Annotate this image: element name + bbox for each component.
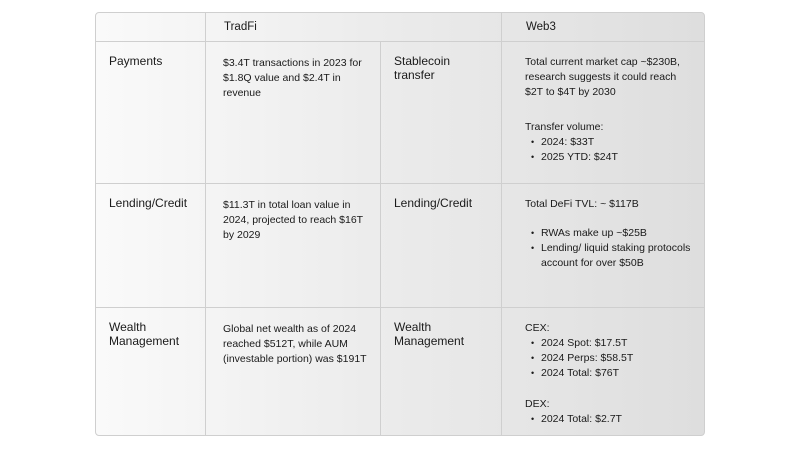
list-item: • RWAs make up ~$25B — [541, 226, 692, 241]
web3-wealth-cell — [502, 308, 704, 436]
web3-cex-heading: CEX: — [525, 322, 550, 334]
list-item: • 2024 Total: $76T — [541, 366, 692, 381]
web3-label-wealth: Wealth Management — [381, 308, 502, 436]
web3-lending-lead: Total DeFi TVL: ~ $117B — [525, 198, 639, 210]
row-label-lending: Lending/Credit — [96, 184, 206, 308]
web3-payments-heading: Transfer volume: — [525, 121, 604, 133]
list-item: • 2024: $33T — [541, 135, 692, 150]
web3-cex-list — [525, 336, 692, 381]
tradfi-lending-desc: $11.3T in total loan value in 2024, projected to reach $16T by 2029 — [206, 184, 381, 308]
list-item: • 2024 Total: $2.7T — [541, 412, 692, 427]
list-item: • Lending/ liquid staking protocols account for over $50B — [541, 241, 692, 271]
web3-payments-lead: Total current market cap ~$230B, research suggests it could reach $2T to $4T by 2030 — [525, 56, 680, 98]
web3-lending-list — [525, 226, 692, 271]
web3-dex-heading: DEX: — [525, 398, 550, 410]
web3-dex-list — [525, 412, 692, 427]
list-item: • 2025 YTD: $24T — [541, 150, 692, 165]
list-item: • 2024 Spot: $17.5T — [541, 336, 692, 351]
comparison-table — [95, 12, 705, 436]
list-item: • 2024 Perps: $58.5T — [541, 351, 692, 366]
header-tradfi: TradFi — [206, 13, 502, 42]
web3-payments-list — [525, 135, 692, 165]
tradfi-wealth-desc: Global net wealth as of 2024 reached $512T, while AUM (investable portion) was $191T — [206, 308, 381, 436]
web3-label-lending: Lending/Credit — [381, 184, 502, 308]
row-label-payments: Payments — [96, 42, 206, 184]
web3-lending-cell — [502, 184, 704, 308]
tradfi-payments-desc: $3.4T transactions in 2023 for $1.8Q value and $2.4T in revenue — [206, 42, 381, 184]
header-web3: Web3 — [502, 13, 704, 42]
row-label-wealth: Wealth Management — [96, 308, 206, 436]
web3-label-stablecoin: Stablecoin transfer — [381, 42, 502, 184]
header-empty-cell — [96, 13, 206, 42]
web3-payments-cell — [502, 42, 704, 184]
